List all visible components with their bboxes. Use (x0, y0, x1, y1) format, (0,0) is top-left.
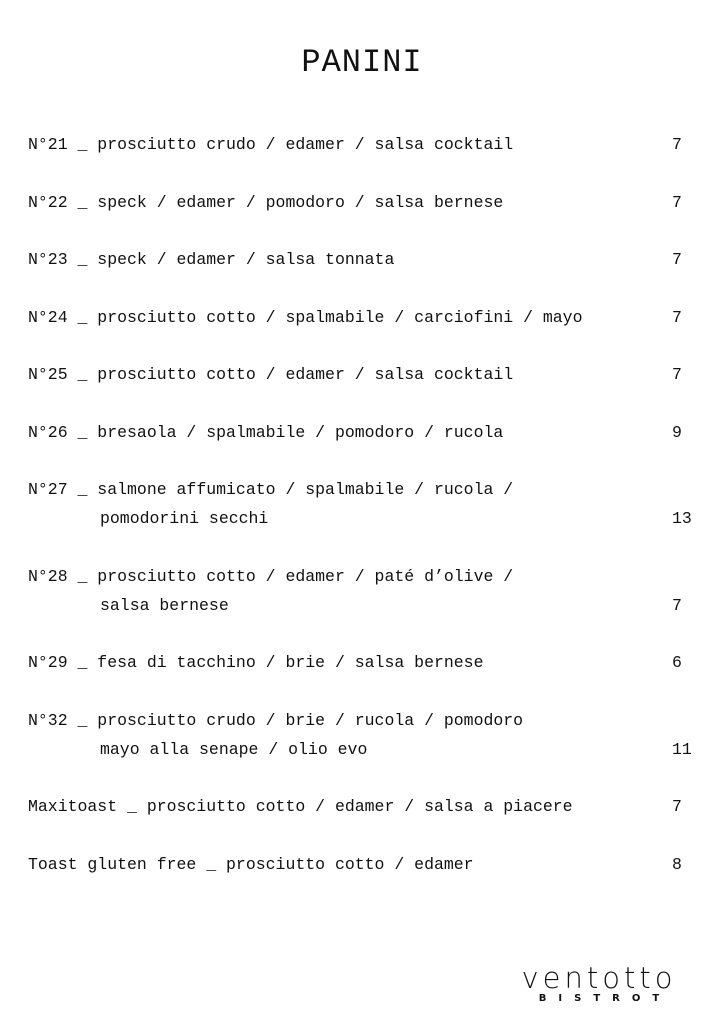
menu-list (28, 130, 698, 907)
menu-item (28, 706, 698, 764)
item-description: N°25 _ prosciutto cotto / edamer / salsa cocktail (28, 365, 514, 384)
menu-item (28, 850, 698, 879)
item-price: 7 (672, 135, 682, 154)
item-description: N°24 _ prosciutto cotto / spalmabile / carciofini / mayo (28, 307, 583, 327)
item-description-continued: pomodorini secchi (100, 509, 269, 528)
item-price: 7 (672, 595, 682, 615)
item-description: N°26 _ bresaola / spalmabile / pomodoro / rucola (28, 422, 504, 442)
item-price: 11 (672, 739, 692, 759)
item-price: 7 (672, 365, 682, 384)
item-price: 9 (672, 422, 682, 442)
logo-subtitle: BISTROT (538, 993, 672, 1004)
item-description: N°27 _ salmone affumicato / spalmabile / rucola / (28, 480, 514, 499)
item-price: 6 (672, 653, 682, 672)
item-price: 7 (672, 797, 682, 816)
menu-item (28, 245, 698, 274)
menu-item (28, 360, 698, 389)
brand-logo (518, 963, 680, 1005)
item-description: N°21 _ prosciutto crudo / edamer / salsa cocktail (28, 135, 514, 154)
logo-name: ventotto (521, 961, 677, 995)
menu-item (28, 130, 698, 159)
item-price: 7 (672, 307, 682, 327)
item-price: 7 (672, 192, 682, 212)
menu-item (28, 562, 698, 620)
item-description-continued: salsa bernese (100, 595, 229, 615)
item-description: N°22 _ speck / edamer / pomodoro / salsa bernese (28, 192, 504, 212)
item-description: Toast gluten free _ prosciutto cotto / edamer (28, 854, 474, 874)
item-price: 13 (672, 509, 692, 528)
page-title: PANINI (301, 44, 423, 81)
item-description-continued: mayo alla senape / olio evo (100, 739, 368, 759)
menu-item (28, 418, 698, 447)
menu-item (28, 303, 698, 332)
item-description: N°29 _ fesa di tacchino / brie / salsa bernese (28, 653, 484, 672)
item-price: 8 (672, 854, 682, 874)
item-price: 7 (672, 250, 682, 269)
menu-item (28, 792, 698, 821)
menu-item (28, 648, 698, 677)
menu-item (28, 475, 698, 533)
menu-item (28, 188, 698, 217)
item-description: N°28 _ prosciutto cotto / edamer / paté d’olive / (28, 566, 514, 586)
item-description: N°23 _ speck / edamer / salsa tonnata (28, 250, 395, 269)
item-description: N°32 _ prosciutto crudo / brie / rucola / pomodoro (28, 710, 524, 730)
item-description: Maxitoast _ prosciutto cotto / edamer / salsa a piacere (28, 797, 573, 816)
